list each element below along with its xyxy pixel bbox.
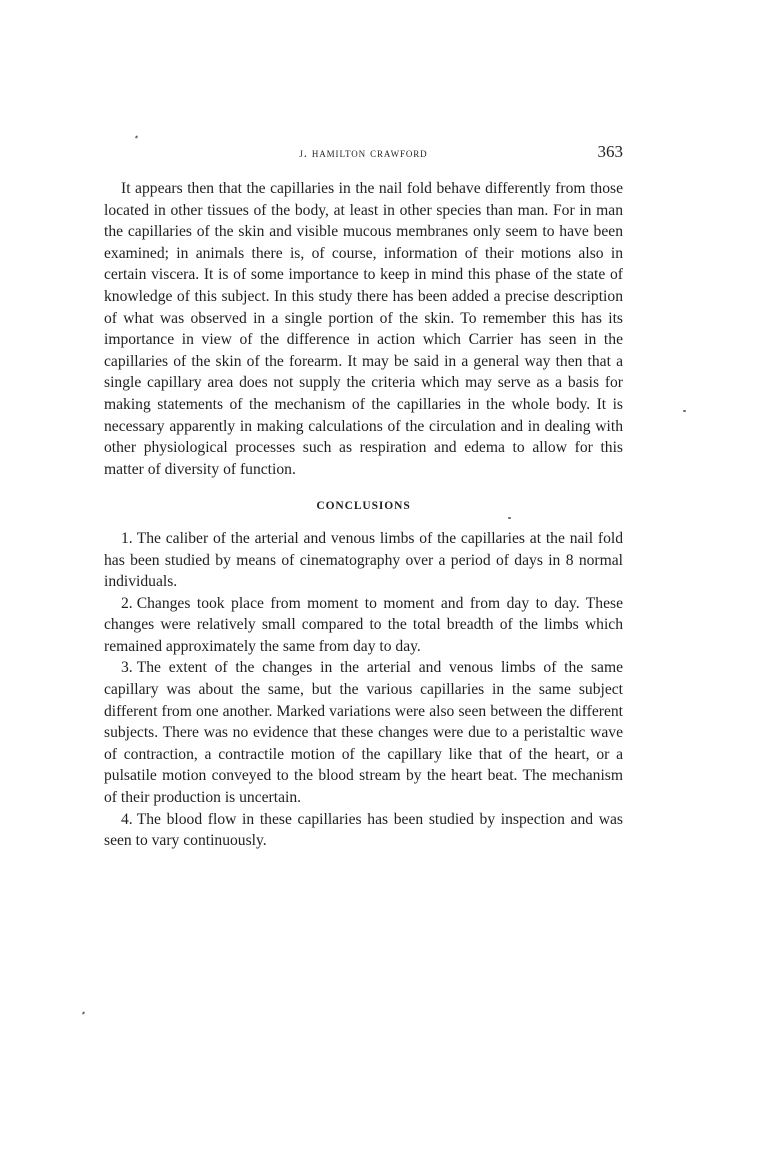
conclusion-text: The blood flow in these capillaries has been studied by inspection and was seen to vary continuously. xyxy=(104,810,623,850)
conclusion-item xyxy=(104,657,623,808)
conclusion-number: 2. xyxy=(121,594,133,612)
scan-speck xyxy=(82,1011,85,1015)
conclusion-text: Changes took place from moment to moment and from day to day. These changes were relatively small compared to the total breadth of the limbs which remained approximately the same from day to day. xyxy=(104,594,623,655)
conclusion-text: The caliber of the arterial and venous limbs of the capillaries at the nail fold has been studied by means of cinematography over a period of days in 8 normal individuals. xyxy=(104,529,623,591)
conclusion-item xyxy=(104,593,623,658)
conclusion-text: The extent of the changes in the arterial and venous limbs of the same capillary was about the same, but the various capillaries in the same subject different from one another. Marked variations were also seen between the different subjects. There was no evidence that these changes were due to a peristaltic wave of contraction, a contractile motion of the capillary like that of the heart, or a pulsatile motion conveyed to the blood stream by the heart beat. The mechanism of their production is uncertain. xyxy=(104,659,623,807)
body-text xyxy=(104,178,623,852)
conclusion-item xyxy=(104,809,623,852)
conclusion-item xyxy=(104,528,623,593)
paragraph: It appears then that the capillaries in the nail fold behave differently from those located in other tissues of the body, at least in other species than man. For in man the capillaries of the skin and visible mucous membranes only seem to have been examined; in animals there is, of course, information of their motions also in certain viscera. It is of some importance to keep in mind this phase of the state of knowledge of this subject. In this study there has been added a precise description of what was observed in a single portion of the skin. To remember this has its importance in view of the difference in action which Carrier has seen in the capillaries of the skin of the forearm. It may be said in a general way then that a single capillary area does not supply the criteria which may serve as a basis for making statements of the mechanism of the capillaries in the whole body. It is necessary apparently in making calculations of the circulation and in dealing with other physiological processes such as respiration and edema to allow for this matter of diversity of function. xyxy=(104,180,623,478)
running-title: j. hamilton crawford xyxy=(299,146,428,160)
conclusion-number: 3. xyxy=(121,659,133,677)
section-heading: CONCLUSIONS xyxy=(316,500,411,513)
scan-speck xyxy=(135,135,138,139)
conclusion-number: 1. xyxy=(121,529,133,547)
page-number: 363 xyxy=(597,142,623,161)
conclusions-list xyxy=(104,528,623,852)
scan-speck xyxy=(683,410,686,412)
running-head xyxy=(104,142,623,168)
conclusion-number: 4. xyxy=(121,810,133,828)
